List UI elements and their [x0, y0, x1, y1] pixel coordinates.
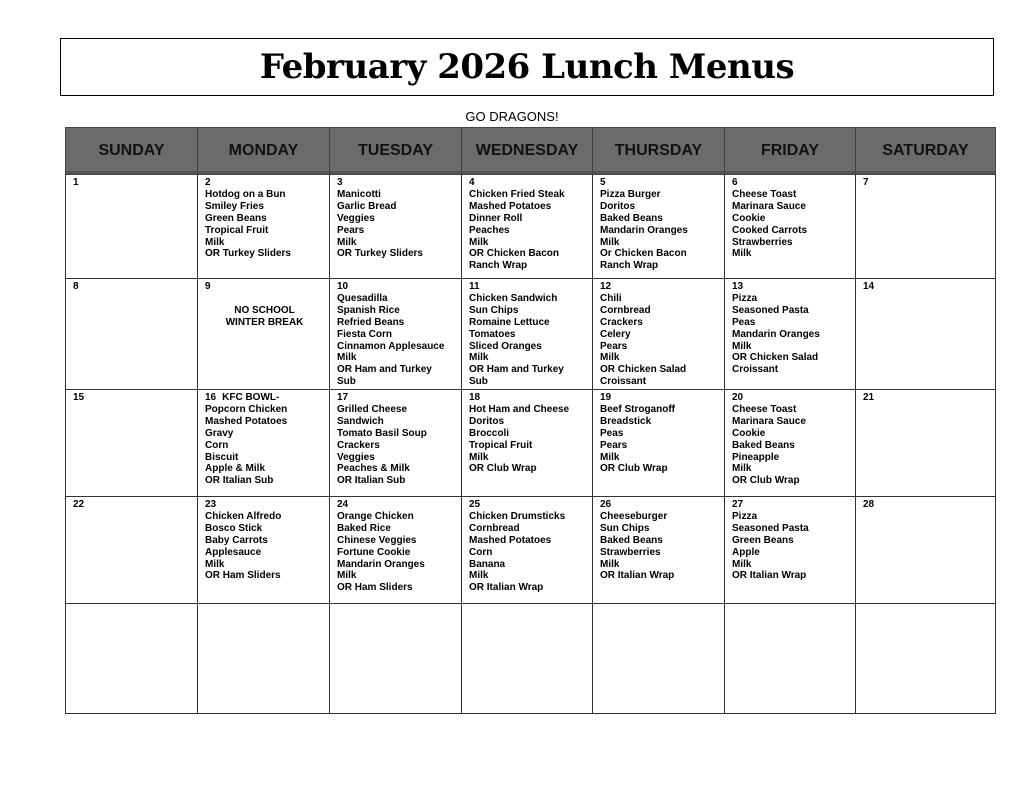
day-number [469, 177, 587, 189]
menu-item: Milk [732, 558, 752, 570]
menu-item: Tomato Basil Soup [337, 427, 427, 439]
day-cell [462, 279, 593, 390]
menu-item: Ranch Wrap [600, 260, 659, 272]
menu-item: Spanish Rice [337, 304, 400, 316]
menu-item: Baby Carrots [205, 534, 268, 546]
menu-item: Croissant [732, 364, 779, 376]
menu-item: Biscuit [205, 451, 239, 463]
day-number [469, 499, 587, 511]
menu-item: Milk [732, 463, 752, 475]
menu-item: OR Italian Sub [205, 475, 274, 487]
page-title: February 2026 Lunch Menus [259, 47, 795, 87]
day-cell [198, 604, 330, 714]
calendar-table [65, 127, 996, 714]
day-number-text: 25 [469, 499, 481, 510]
menu-item: OR Chicken Salad [600, 364, 687, 376]
menu-item: Mashed Potatoes [469, 200, 552, 212]
menu-item: OR Ham and Turkey [337, 364, 432, 376]
week-row [66, 175, 996, 279]
menu-item: Romaine Lettuce [469, 316, 550, 328]
header-thursday: THURSDAY [593, 128, 725, 175]
menu-item: Tropical Fruit [205, 224, 269, 236]
menu-item: Manicotti [337, 188, 381, 200]
menu-item: Milk [469, 451, 489, 463]
day-cell [462, 497, 593, 604]
header-sunday: SUNDAY [66, 128, 198, 175]
menu-item: OR Ham and Turkey [469, 364, 564, 376]
day-number [600, 392, 719, 404]
menu-item: Or Chicken Bacon [600, 248, 687, 260]
day-cell [198, 175, 330, 279]
menu-item: OR Italian Wrap [732, 570, 807, 582]
menu-item: Marinara Sauce [732, 415, 806, 427]
menu-item: Sliced Oranges [469, 340, 542, 352]
menu-item: Milk [469, 352, 489, 364]
menu-item: Tomatoes [469, 328, 516, 340]
title-box [60, 38, 994, 96]
menu-item: OR Ham Sliders [205, 570, 281, 582]
day-cell [593, 604, 725, 714]
menu-item: Baked Rice [337, 522, 391, 534]
menu-item: Chicken Alfredo [205, 510, 282, 522]
menu-item: Pizza [732, 510, 758, 522]
week-row [66, 279, 996, 390]
menu-item: Baked Beans [600, 212, 663, 224]
menu-item: Orange Chicken [337, 510, 414, 522]
day-number-text: 2 [205, 177, 211, 188]
menu-item: Beef Stroganoff [600, 403, 675, 415]
menu-item: Cinnamon Applesauce [337, 340, 445, 352]
day-cell [66, 497, 198, 604]
menu-item: OR Italian Wrap [600, 570, 675, 582]
menu-item: Green Beans [732, 534, 794, 546]
menu-item: Tropical Fruit [469, 439, 533, 451]
menu-item: Milk [205, 236, 225, 248]
day-cell [330, 390, 462, 497]
day-number-text: 8 [73, 281, 79, 292]
menu-item: Sandwich [337, 415, 384, 427]
day-number-text: 9 [205, 281, 211, 292]
day-number-text: 27 [732, 499, 744, 510]
day-cell [593, 390, 725, 497]
menu-item: Seasoned Pasta [732, 522, 809, 534]
day-number-text: 16 [205, 392, 217, 403]
header-wednesday: WEDNESDAY [462, 128, 593, 175]
day-number [863, 177, 990, 189]
day-number-text: 21 [863, 392, 875, 403]
day-cell [462, 390, 593, 497]
slogan: GO DRAGONS! [465, 109, 559, 124]
day-number-text: 12 [600, 281, 612, 292]
menu-item: Chili [600, 292, 622, 304]
menu-item: Chicken Drumsticks [469, 510, 566, 522]
day-cell [856, 279, 996, 390]
day-number [205, 392, 324, 404]
menu-item: Cornbread [469, 522, 520, 534]
day-number-text: 13 [732, 281, 744, 292]
day-number [732, 499, 850, 511]
menu-item: Baked Beans [600, 534, 663, 546]
menu-item: Milk [337, 570, 357, 582]
menu-item: Croissant [600, 376, 647, 388]
day-cell [66, 279, 198, 390]
menu-item: Baked Beans [732, 439, 795, 451]
menu-item: Grilled Cheese [337, 403, 408, 415]
menu-item: Mandarin Oranges [732, 328, 820, 340]
day-cell [593, 497, 725, 604]
menu-item: Sub [337, 376, 356, 388]
day-number [73, 392, 192, 404]
day-number-text: 6 [732, 177, 738, 188]
day-number-text: 22 [73, 499, 85, 510]
menu-item: Milk [337, 352, 357, 364]
day-number [863, 499, 990, 511]
day-cell [725, 279, 856, 390]
day-number [205, 499, 324, 511]
menu-item: Pears [600, 439, 628, 451]
day-cell [856, 175, 996, 279]
day-cell [330, 279, 462, 390]
menu-item: OR Italian Sub [337, 475, 406, 487]
day-cell [66, 604, 198, 714]
day-cell [856, 604, 996, 714]
menu-item: Marinara Sauce [732, 200, 806, 212]
menu-item: Mandarin Oranges [600, 224, 688, 236]
day-number [469, 392, 587, 404]
day-number [337, 281, 456, 293]
menu-item: OR Chicken Salad [732, 352, 819, 364]
menu-item: OR Turkey Sliders [337, 248, 423, 260]
menu-item: Milk [600, 558, 620, 570]
day-number-text: 20 [732, 392, 744, 403]
day-cell [593, 279, 725, 390]
menu-item: Broccoli [469, 427, 510, 439]
day-cell [725, 604, 856, 714]
day-cell [725, 390, 856, 497]
day-number-text: 24 [337, 499, 349, 510]
day-number [732, 392, 850, 404]
menu-item: Pears [600, 340, 628, 352]
menu-item: Crackers [600, 316, 643, 328]
day-cell [330, 604, 462, 714]
day-number [600, 177, 719, 189]
menu-item: Milk [732, 248, 752, 260]
menu-item: Milk [205, 558, 225, 570]
menu-item: Milk [600, 451, 620, 463]
menu-item: Ranch Wrap [469, 260, 528, 272]
header-saturday: SATURDAY [856, 128, 996, 175]
day-number-text: 26 [600, 499, 612, 510]
day-cell [725, 175, 856, 279]
day-number-text: 10 [337, 281, 349, 292]
menu-item: Apple [732, 546, 760, 558]
no-school-note [205, 305, 324, 329]
menu-item: Peas [600, 427, 624, 439]
no-school-note-line: WINTER BREAK [225, 316, 304, 328]
menu-item: Pears [337, 224, 365, 236]
menu-item: Pizza Burger [600, 188, 661, 200]
menu-item: OR Turkey Sliders [205, 248, 291, 260]
menu-item: Hot Ham and Cheese [469, 403, 570, 415]
day-number [469, 281, 587, 293]
day-number [732, 177, 850, 189]
menu-item: Peaches [469, 224, 510, 236]
menu-item: Veggies [337, 451, 375, 463]
header-tuesday: TUESDAY [330, 128, 462, 175]
menu-item: Cheeseburger [600, 510, 668, 522]
menu-item: Cheese Toast [732, 403, 797, 415]
day-number [73, 499, 192, 511]
menu-item: OR Club Wrap [732, 475, 800, 487]
menu-item: Milk [600, 352, 620, 364]
day-cell [330, 497, 462, 604]
menu-item: OR Club Wrap [600, 463, 668, 475]
menu-item: Peas [732, 316, 756, 328]
menu-item: Chinese Veggies [337, 534, 417, 546]
menu-item: Mandarin Oranges [337, 558, 425, 570]
menu-item: Milk [469, 570, 489, 582]
menu-item: Doritos [469, 415, 504, 427]
menu-item: OR Ham Sliders [337, 582, 413, 594]
menu-item: Veggies [337, 212, 375, 224]
menu-item: Green Beans [205, 212, 267, 224]
day-number-text: 11 [469, 281, 480, 292]
menu-item: Milk [469, 236, 489, 248]
header-friday: FRIDAY [725, 128, 856, 175]
menu-item: Pizza [732, 292, 758, 304]
menu-item: Dinner Roll [469, 212, 523, 224]
week-row [66, 497, 996, 604]
menu-item: Refried Beans [337, 316, 405, 328]
menu-item: Garlic Bread [337, 200, 397, 212]
menu-item: Bosco Stick [205, 522, 263, 534]
day-number-text: 14 [863, 281, 875, 292]
menu-item: Cornbread [600, 304, 651, 316]
menu-item: Cookie [732, 212, 766, 224]
day-number [863, 392, 990, 404]
day-cell [725, 497, 856, 604]
menu-item: Cookie [732, 427, 766, 439]
day-number-text: 7 [863, 177, 869, 188]
menu-item: Pineapple [732, 451, 780, 463]
menu-item: Strawberries [600, 546, 661, 558]
menu-item: Cooked Carrots [732, 224, 808, 236]
menu-item: Chicken Sandwich [469, 292, 558, 304]
day-cell [198, 390, 330, 497]
day-number [205, 177, 324, 189]
menu-item: Mashed Potatoes [205, 415, 288, 427]
day-number-text: 5 [600, 177, 606, 188]
menu-item: Sub [469, 376, 488, 388]
menu-item: Strawberries [732, 236, 793, 248]
day-cell [856, 497, 996, 604]
menu-item: Corn [205, 439, 229, 451]
week-row [66, 390, 996, 497]
menu-item: Doritos [600, 200, 635, 212]
day-cell [66, 390, 198, 497]
day-cell [856, 390, 996, 497]
menu-item: Seasoned Pasta [732, 304, 809, 316]
menu-item: OR Chicken Bacon [469, 248, 560, 260]
day-number-text: 15 [73, 392, 85, 403]
day-cell [462, 175, 593, 279]
day-cell [198, 497, 330, 604]
day-number-text: 1 [73, 177, 79, 188]
day-cell [593, 175, 725, 279]
day-number-text: 23 [205, 499, 217, 510]
day-cell [66, 175, 198, 279]
day-number [73, 177, 192, 189]
menu-item: Fortune Cookie [337, 546, 411, 558]
menu-item: Apple & Milk [205, 463, 266, 475]
menu-item: Hotdog on a Bun [205, 188, 286, 200]
menu-item: Breadstick [600, 415, 652, 427]
menu-item: Milk [337, 236, 357, 248]
special-menu-label: KFC BOWL- [222, 392, 280, 403]
day-number-text: 17 [337, 392, 349, 403]
menu-item: Popcorn Chicken [205, 403, 288, 415]
menu-item: Milk [732, 340, 752, 352]
day-cell [198, 279, 330, 390]
menu-item: Chicken Fried Steak [469, 188, 565, 200]
menu-item: Applesauce [205, 546, 262, 558]
day-number [73, 281, 192, 293]
day-number [205, 281, 324, 293]
no-school-note-line: NO SCHOOL [234, 304, 295, 316]
day-cell [330, 175, 462, 279]
day-number [600, 499, 719, 511]
menu-item: OR Italian Wrap [469, 582, 544, 594]
menu-item: Crackers [337, 439, 380, 451]
day-number [732, 281, 850, 293]
day-number [337, 392, 456, 404]
header-monday: MONDAY [198, 128, 330, 175]
menu-item: Quesadilla [337, 292, 388, 304]
day-number-text: 18 [469, 392, 481, 403]
day-number-text: 19 [600, 392, 612, 403]
day-number [600, 281, 719, 293]
menu-item: Milk [600, 236, 620, 248]
day-cell [462, 604, 593, 714]
day-number [337, 499, 456, 511]
menu-item: Smiley Fries [205, 200, 264, 212]
menu-item: Celery [600, 328, 631, 340]
day-number-text: 4 [469, 177, 475, 188]
menu-item: Fiesta Corn [337, 328, 393, 340]
menu-item: Cheese Toast [732, 188, 797, 200]
day-number [863, 281, 990, 293]
menu-item: Banana [469, 558, 506, 570]
menu-item: Sun Chips [600, 522, 650, 534]
menu-item: Corn [469, 546, 493, 558]
menu-item: Peaches & Milk [337, 463, 410, 475]
menu-item: OR Club Wrap [469, 463, 537, 475]
menu-item: Mashed Potatoes [469, 534, 552, 546]
weekday-header-row [66, 128, 996, 175]
day-number [337, 177, 456, 189]
week-row [66, 604, 996, 714]
menu-item: Sun Chips [469, 304, 519, 316]
day-number-text: 28 [863, 499, 875, 510]
day-number-text: 3 [337, 177, 343, 188]
menu-item: Gravy [205, 427, 234, 439]
